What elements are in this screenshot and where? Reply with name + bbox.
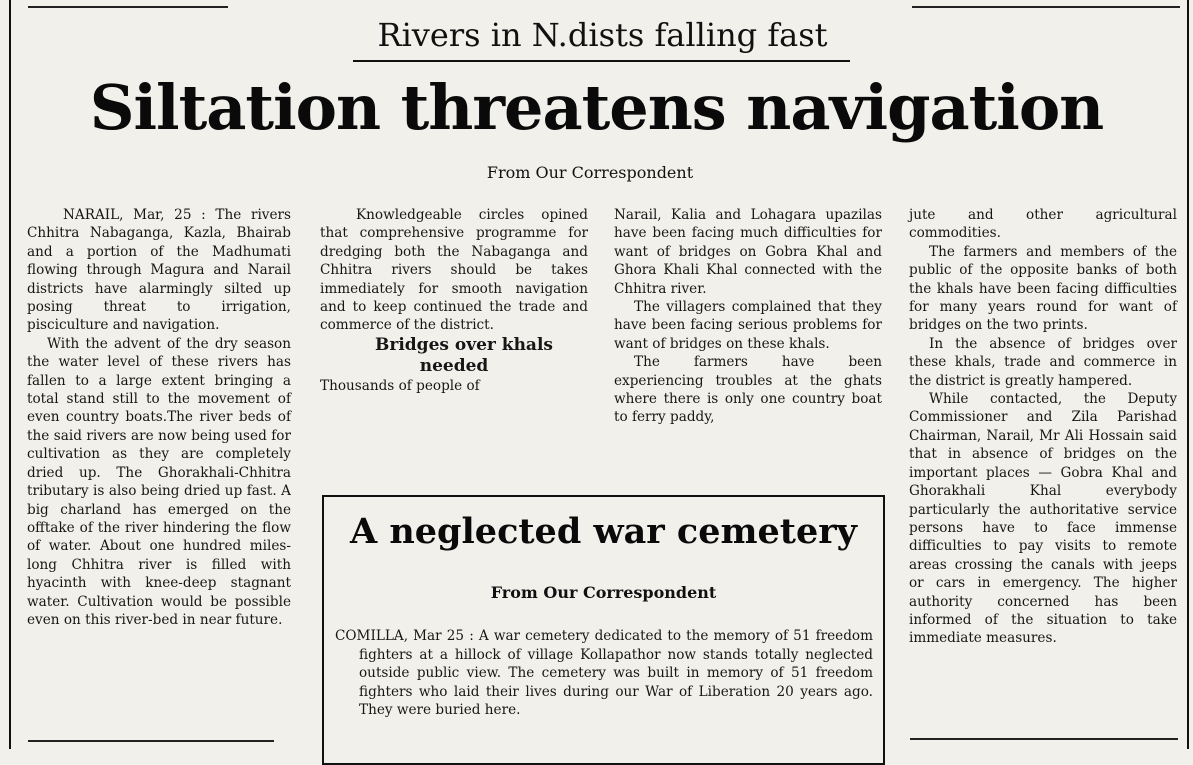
paragraph: The farmers have been experiencing troubles at the ghats where there is only one country boat to ferry paddy,	[614, 354, 882, 426]
article-byline: From Our Correspondent	[486, 163, 694, 182]
box-headline: A neglected war cemetery	[349, 511, 858, 552]
paragraph: Narail, Kalia and Lohagara upazilas have been facing much difficulties for want of bridges on Gobra Khal and Ghora Khali Khal connected with the Chhitra river.	[614, 207, 882, 297]
kicker-underline	[353, 60, 850, 62]
paragraph: Knowledgeable circles opined that comprehensive programme for dredging both the Nabaganga and Chhitra rivers should be takes immediately for smooth navigation and to keep continued the trade and commerce of the district.	[320, 207, 588, 334]
column-2	[320, 206, 588, 395]
top-rule-left	[28, 6, 228, 8]
sidebar-story-box	[322, 495, 885, 765]
paragraph: With the advent of the dry season the water level of these rivers has fallen to a large extent bringing a total stand still to the movement of even country boats.The river beds of the said rivers are now being used for cultivation as they are completely dried up. The Ghorakhali-Chhitra tributary is also being dried up fast. A big charland has emerged on the offtake of the river hindering the flow of water. About one hundred miles-long Chhitra river is filled with hyacinth with knee-deep stagnant water. Cultivation would be possible even on this river-bed in near future.	[27, 335, 291, 628]
column-1	[27, 206, 291, 629]
column-4	[909, 206, 1177, 648]
top-rule-right	[912, 6, 1180, 8]
box-body	[335, 627, 873, 720]
paragraph: Thousands of people of	[320, 377, 480, 394]
paragraph: jute and other agricultural commodities.	[909, 207, 1177, 242]
paragraph: The villagers complained that they have been facing serious problems for want of bridges on these khals.	[614, 299, 882, 352]
column-3	[614, 206, 882, 427]
paragraph: While contacted, the Deputy Commissioner and Zila Parishad Chairman, Narail, Mr Ali Hossain said that in absence of bridges on the important places — Gobra Khal and Ghorakhali Khal everybody particularly the authoritative service persons have to face immense difficulties to pay visits to remote areas crossing the canals with jeeps or cars in emergency. The higher authority concerned has been informed of the situation to take immediate measures.	[909, 391, 1177, 647]
main-headline: Siltation threatens navigation	[89, 71, 1104, 144]
paragraph: COMILLA, Mar 25 : A war cemetery dedicated to the memory of 51 freedom fighters at a hillock of village Kollapathor now stands totally neglected outside public view. The cemetery was built in memory of 51 freedom fighters who laid their lives during our War of Liberation 20 years ago. They were buried here.	[335, 628, 873, 718]
kicker-headline: Rivers in N.dists falling fast	[377, 16, 828, 54]
column-4-end-rule	[910, 738, 1178, 740]
column-1-end-rule	[28, 740, 274, 742]
paragraph: The farmers and members of the public of the opposite banks of both the khals have been facing difficulties for many years round for want of bridges on the two prints.	[909, 243, 1177, 334]
subheading: Bridges over khals needed	[375, 334, 553, 376]
box-byline: From Our Correspondent	[490, 583, 717, 602]
paragraph: NARAIL, Mar, 25 : The rivers Chhitra Nabaganga, Kazla, Bhairab and a portion of the Madhumati flowing through Magura and Narail districts have alarmingly silted up posing threat to irrigation, pisciculture and navigation.	[27, 207, 291, 334]
paragraph: In the absence of bridges over these khals, trade and commerce in the district is greatly hampered.	[909, 335, 1177, 389]
